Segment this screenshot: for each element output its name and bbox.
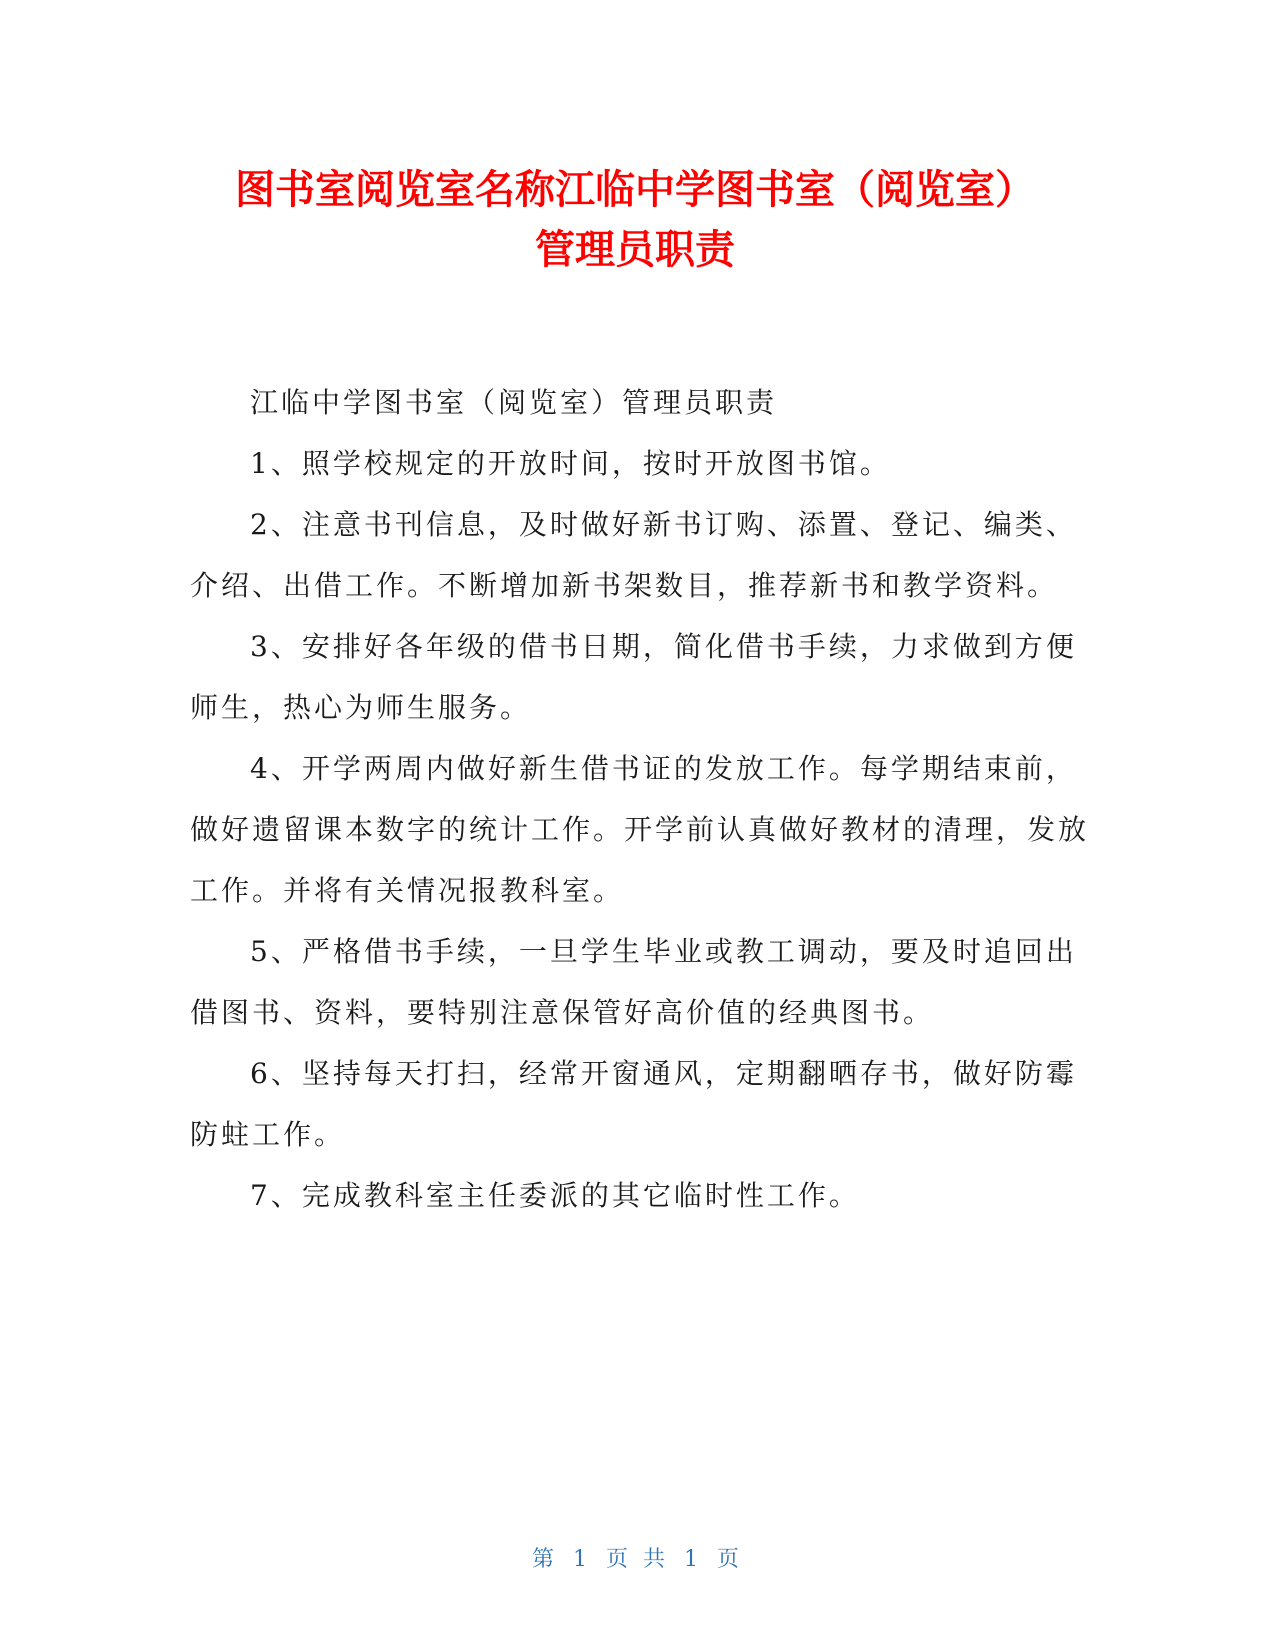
page-footer: [0, 1542, 1275, 1573]
document-title-line2: 管理员职责: [535, 227, 735, 273]
document-title: [120, 160, 1150, 280]
paragraph-item-7: 7、完成教科室主任委派的其它临时性工作。: [250, 1179, 860, 1212]
page-number: 1: [573, 1547, 591, 1572]
document-title-line1: 图书室阅览室名称江临中学图书室（阅览室）: [235, 167, 1035, 213]
paragraph-item-4: 4、开学两周内做好新生借书证的发放工作。每学期结束前，做好遗留课本数字的统计工作。开学前认真做好教材的清理，发放工作。并将有关情况报教科室。: [190, 752, 1090, 907]
page-suffix: 页: [717, 1547, 744, 1572]
page-total: 1: [684, 1547, 702, 1572]
paragraph-item-2: 2、注意书刊信息，及时做好新书订购、添置、登记、编类、介绍、出借工作。不断增加新书架数目，推荐新书和教学资料。: [190, 508, 1077, 602]
document-body: [190, 372, 1090, 1226]
paragraph-item-1: 1、照学校规定的开放时间，按时开放图书馆。: [250, 447, 891, 480]
page-middle: 页 共: [606, 1547, 669, 1572]
paragraph-item-3: 3、安排好各年级的借书日期，简化借书手续，力求做到方便师生，热心为师生服务。: [190, 630, 1077, 724]
paragraph-item-6: 6、坚持每天打扫，经常开窗通风，定期翻晒存书，做好防霉防蛀工作。: [190, 1057, 1077, 1151]
paragraph-item-5: 5、严格借书手续，一旦学生毕业或教工调动，要及时追回出借图书、资料，要特别注意保管好高价值的经典图书。: [190, 935, 1077, 1029]
paragraph-heading: 江临中学图书室（阅览室）管理员职责: [250, 386, 778, 419]
page-prefix: 第: [531, 1547, 558, 1572]
